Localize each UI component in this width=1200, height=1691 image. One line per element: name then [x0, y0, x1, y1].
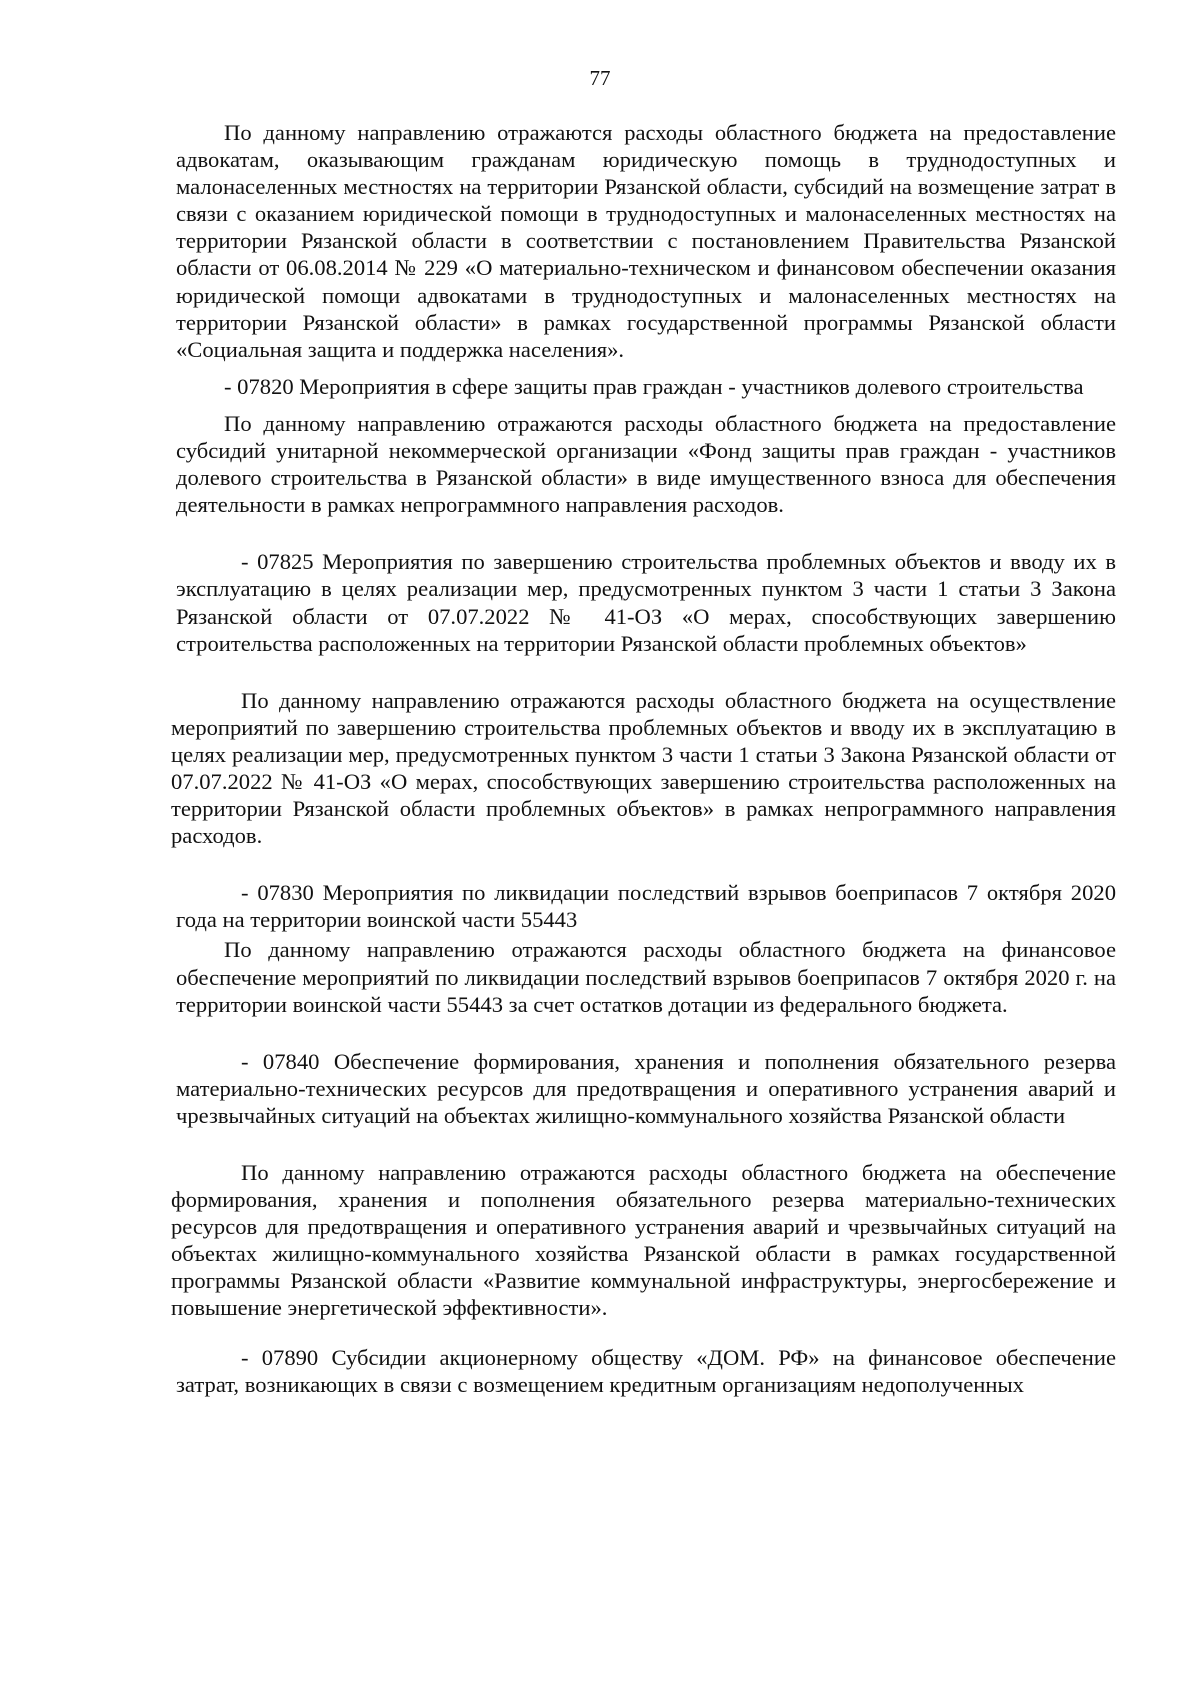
heading-07840: - 07840 Обеспечение формирования, хранения и пополнения обязательного резерва материально-технических ресурсов для предотвращения и оперативного устранения аварий и чрезвычайных ситуаций на объектах жилищно-коммунального хозяйства Рязанской области [176, 1048, 1116, 1128]
page-number: 77 [589, 66, 611, 90]
paragraph-advocates-subsidies: По данному направлению отражаются расходы областного бюджета на предоставление адвокатам, оказывающим гражданам юридическую помощь в труднодоступных и малонаселенных местностях на территории Рязанской области, субсидий на возмещение затрат в связи с оказанием юридической помощи в труднодоступных и малонаселенных местностях на территории Рязанской области в соответствии с постановлением Правительства Рязанской области от 06.08.2014 № 229 «О материально-техническом и финансовом обеспечении оказания юридической помощи адвокатами в труднодоступных и малонаселенных местностях на территории Рязанской области» в рамках государственной программы Рязанской области «Социальная защита и поддержка населения». [176, 120, 1116, 362]
paragraph-07840-description: По данному направлению отражаются расходы областного бюджета на обеспечение формирования, хранения и пополнения обязательного резерва материально-технических ресурсов для предотвращения и оперативного устранения аварий и чрезвычайных ситуаций на объектах жилищно-коммунального хозяйства Рязанской области в рамках государственной программы Рязанской области «Развитие коммунальной инфраструктуры, энергосбережение и повышение энергетической эффективности». [171, 1160, 1116, 1321]
paragraph-07825-description: По данному направлению отражаются расходы областного бюджета на осуществление мероприятий по завершению строительства проблемных объектов и вводу их в эксплуатацию в целях реализации мер, предусмотренных пунктом 3 части 1 статьи 3 Закона Рязанской области от 07.07.2022 № 41-ОЗ «О мерах, способствующих завершению строительства расположенных на территории Рязанской области проблемных объектов» в рамках непрограммного направления расходов. [171, 687, 1116, 849]
heading-07890: - 07890 Субсидии акционерному обществу «ДОМ. РФ» на финансовое обеспечение затрат, возникающих в связи с возмещением кредитным организациям недополученных [176, 1344, 1116, 1397]
document-body [171, 119, 1116, 1398]
heading-07820: - 07820 Мероприятия в сфере защиты прав граждан - участников долевого строительства [224, 373, 1084, 399]
paragraph-07820-description: По данному направлению отражаются расходы областного бюджета на предоставление субсидий унитарной некоммерческой организации «Фонд защиты прав граждан - участников долевого строительства в Рязанской области» в виде имущественного взноса для обеспечения деятельности в рамках непрограммного направления расходов. [176, 410, 1116, 518]
heading-07825: - 07825 Мероприятия по завершению строительства проблемных объектов и вводу их в эксплуатацию в целях реализации мер, предусмотренных пунктом 3 части 1 статьи 3 Закона Рязанской области от 07.07.2022 № 41-ОЗ «О мерах, способствующих завершению строительства расположенных на территории Рязанской области проблемных объектов» [176, 549, 1116, 656]
paragraph-07830-description: По данному направлению отражаются расходы областного бюджета на финансовое обеспечение мероприятий по ликвидации последствий взрывов боеприпасов 7 октября 2020 г. на территории воинской части 55443 за счет остатков дотации из федерального бюджета. [176, 937, 1116, 1017]
heading-07830: - 07830 Мероприятия по ликвидации последствий взрывов боеприпасов 7 октября 2020 года на территории воинской части 55443 [176, 880, 1116, 933]
